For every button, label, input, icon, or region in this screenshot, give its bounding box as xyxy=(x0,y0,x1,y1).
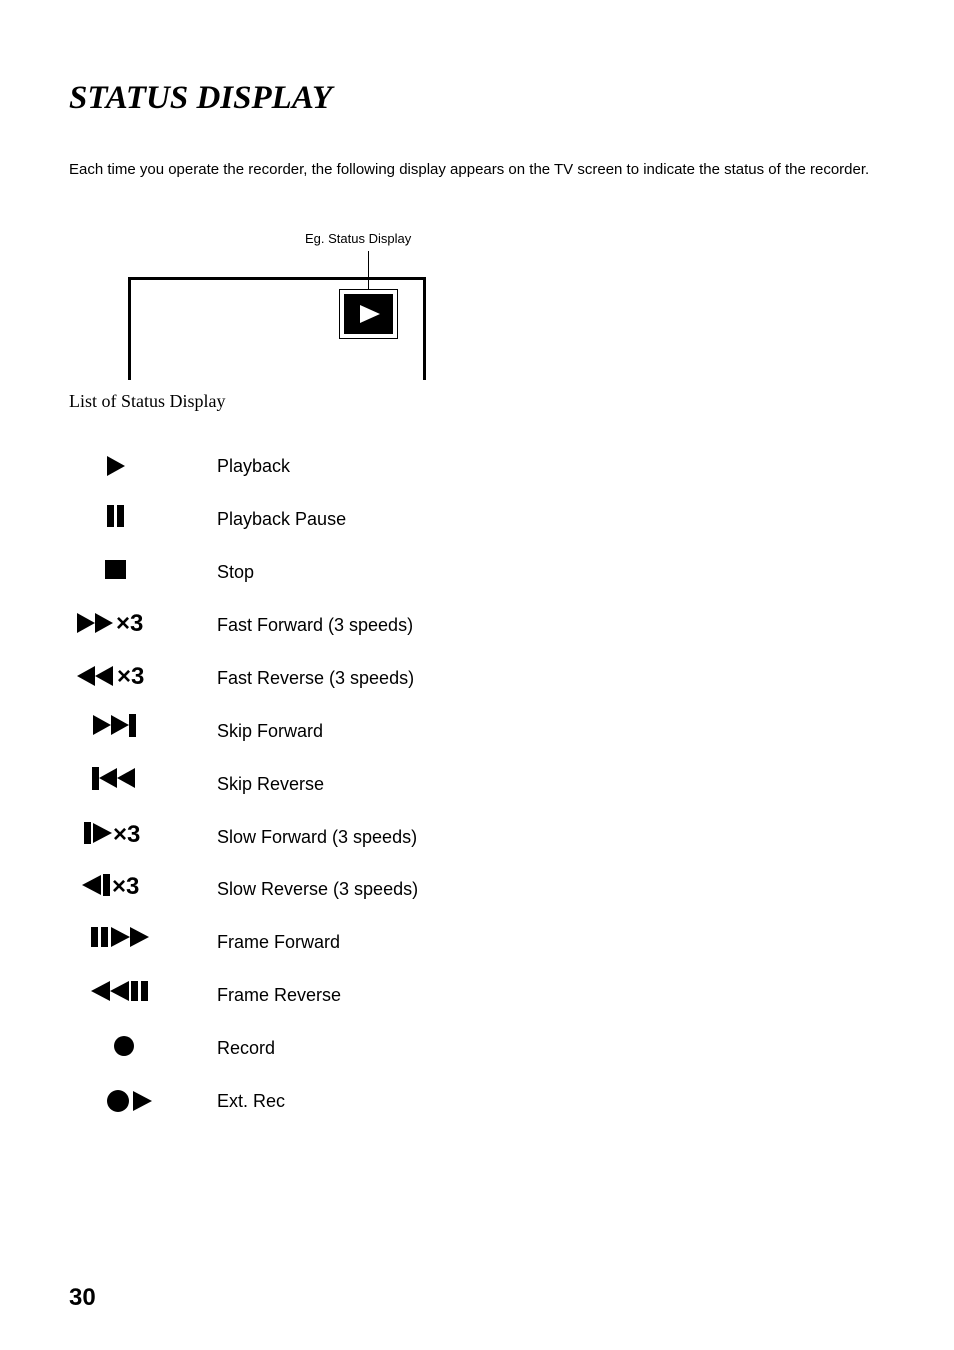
list-item xyxy=(0,975,954,1015)
frame-reverse-icon xyxy=(70,975,170,1015)
slow-reverse-x3-icon xyxy=(70,869,170,909)
list-item xyxy=(0,446,954,486)
speed-multiplier: ×3 xyxy=(116,610,144,637)
skip-reverse-icon xyxy=(70,764,170,804)
page-title: STATUS DISPLAY xyxy=(69,80,333,116)
fast-forward-x3-icon xyxy=(70,605,170,645)
status-label: Fast Forward (3 speeds) xyxy=(217,615,414,635)
example-label: Eg. Status Display xyxy=(305,231,412,246)
ext-rec-icon xyxy=(70,1081,170,1121)
fast-reverse-x3-icon xyxy=(70,658,170,698)
skip-forward-icon xyxy=(70,711,170,751)
list-item xyxy=(0,499,954,539)
intro-text: Each time you operate the recorder, the following display appears on the TV screen to indicate the status of the recorder. xyxy=(69,161,870,178)
status-label: Playback xyxy=(217,456,291,476)
osd-status-box xyxy=(339,289,398,339)
osd-status-inner xyxy=(344,294,393,334)
status-label: Slow Forward (3 speeds) xyxy=(217,827,418,847)
play-icon xyxy=(360,305,380,323)
status-label: Stop xyxy=(217,562,255,582)
speed-multiplier: ×3 xyxy=(113,821,141,848)
play-icon xyxy=(70,446,170,486)
list-item xyxy=(0,922,954,962)
list-item xyxy=(0,1081,954,1121)
stop-icon xyxy=(70,552,170,592)
status-label: Fast Reverse (3 speeds) xyxy=(217,668,415,688)
list-item xyxy=(0,817,954,857)
status-label: Frame Reverse xyxy=(217,985,342,1005)
status-label: Ext. Rec xyxy=(217,1091,286,1111)
list-item xyxy=(0,552,954,592)
slow-forward-x3-icon xyxy=(70,817,170,857)
list-item xyxy=(0,869,954,909)
status-label: Playback Pause xyxy=(217,509,347,529)
page-number: 30 xyxy=(69,1284,96,1311)
status-label: Slow Reverse (3 speeds) xyxy=(217,879,419,899)
status-list-title: List of Status Display xyxy=(69,391,226,411)
speed-multiplier: ×3 xyxy=(117,663,145,690)
record-icon xyxy=(70,1028,170,1068)
list-item xyxy=(0,711,954,751)
frame-forward-icon xyxy=(70,922,170,962)
status-label: Record xyxy=(217,1038,276,1058)
list-item xyxy=(0,605,954,645)
status-label: Frame Forward xyxy=(217,932,341,952)
list-item xyxy=(0,1028,954,1068)
list-item xyxy=(0,658,954,698)
status-label: Skip Reverse xyxy=(217,774,325,794)
list-item xyxy=(0,764,954,804)
status-label: Skip Forward xyxy=(217,721,324,741)
speed-multiplier: ×3 xyxy=(112,873,140,900)
pause-icon xyxy=(70,499,170,539)
